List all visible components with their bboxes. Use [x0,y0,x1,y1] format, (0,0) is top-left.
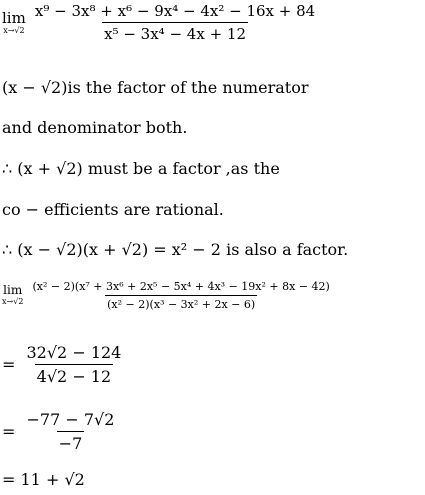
denominator: x⁵ − 3x⁴ − 4x + 12 [102,22,248,43]
product-text: is also a factor. [220,240,349,259]
denominator-statement [2,118,187,138]
result-value: 11 + √2 [20,470,85,489]
step4-fraction [2,410,116,453]
numerator: x⁹ − 3x⁸ + x⁶ − 9x⁴ − 4x² − 16x + 84 [34,2,316,20]
limit-operator-2 [2,284,23,307]
conjugate-text: must be a factor ,as the [82,159,280,178]
equals-sign-2: = [2,422,16,441]
factor-text: is the factor of the numerator [67,78,309,97]
factor-statement [2,78,308,98]
equals-sign-3: = [2,470,16,489]
therefore-symbol-2: ∴ [2,240,13,259]
product-expression: (x − √2)(x + √2) = x² − 2 [17,240,221,259]
product-statement [2,240,348,260]
factored-denominator: (x² − 2)(x³ − 3x² + 2x − 6) [105,295,257,311]
step4-denominator: −7 [57,431,85,453]
step3-fraction [2,343,123,386]
lim-subscript: x→√2 [3,25,25,35]
lim-subscript-2: x→√2 [2,297,24,306]
step4-frac [25,410,117,453]
conjugate-expression: (x + √2) [17,159,83,178]
therefore-symbol: ∴ [2,159,13,178]
rational-statement [2,200,224,220]
step3-frac [25,343,124,386]
denominator-text: and denominator both. [2,118,188,137]
factored-limit [2,280,332,311]
lim-word-2: lim [3,283,23,297]
factor-expression: (x − √2) [2,78,68,97]
step3-denominator: 4√2 − 12 [35,364,114,386]
equals-sign: = [2,355,16,374]
conjugate-statement [2,159,280,179]
lim-word: lim [2,8,26,27]
step3-numerator: 32√2 − 124 [26,343,122,362]
step4-numerator: −77 − 7√2 [26,410,115,429]
factored-fraction [31,280,332,311]
limit-expression [2,2,317,43]
final-result [2,470,85,490]
rational-text: co − efficients are rational. [2,200,224,219]
limit-fraction [33,2,317,43]
limit-operator [2,10,26,36]
factored-numerator: (x² − 2)(x⁷ + 3x⁶ + 2x⁵ − 5x⁴ + 4x³ − 19x² + 8x − 42) [32,280,330,293]
